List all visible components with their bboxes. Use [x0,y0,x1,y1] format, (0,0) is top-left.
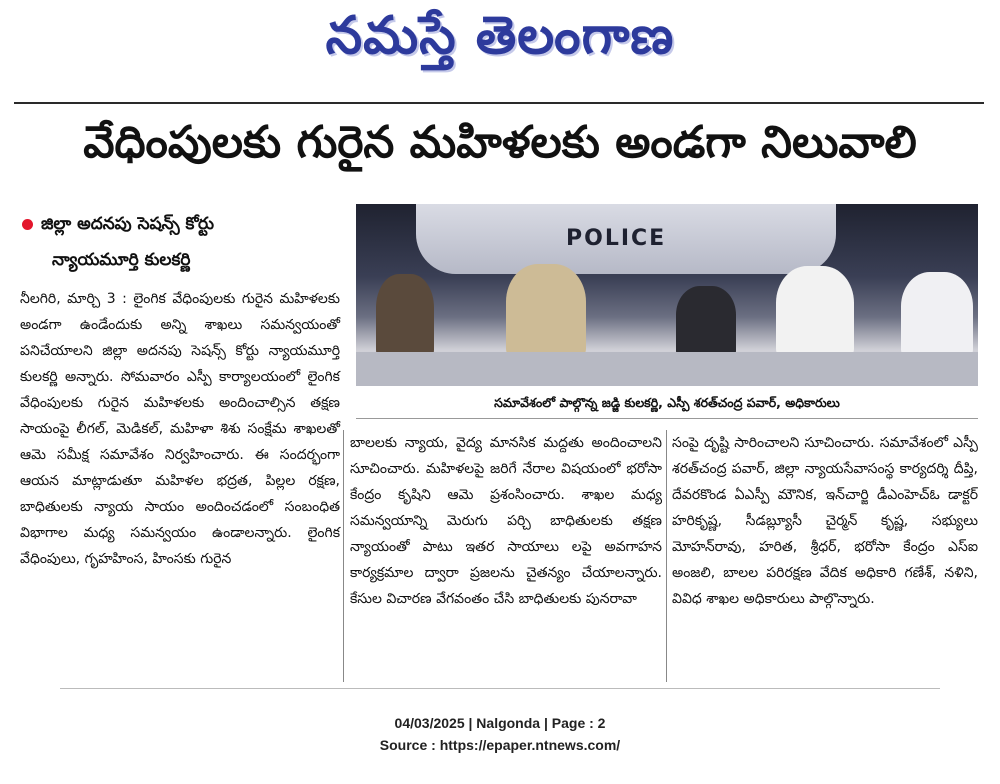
column-2-text: బాలలకు న్యాయ, వైద్య మానసిక మద్దతు అందించాలని సూచించారు. మహిళలపై జరిగే నేరాల విషయంలో భరోసా కేంద్రం కృషిని ఆమె ప్రశంసించారు. శాఖల మధ్య సమన్వయాన్ని మెరుగు పర్చి బాధితులకు తక్షణ న్యాయంతో పాటు ఇతర సాయాలు లపై అవగాహన కార్యక్రమాల ద్వారా ప్రజలను చైతన్యం చేయాలన్నారు. కేసుల విచారణ వేగవంతం చేసి బాధితులకు పునరావా [350,435,662,607]
article-column-2 [350,430,662,612]
person-figure [776,266,854,358]
subhead-text-1: జిల్లా అదనపు సెషన్స్ కోర్టు [41,214,214,234]
column-divider [343,430,344,682]
caption-divider [356,418,978,419]
conference-table [356,352,978,386]
person-figure [901,272,973,358]
article-photo [356,204,978,386]
footer-date-line: 04/03/2025 | Nalgonda | Page : 2 [394,715,606,731]
footer-source-line: Source : https://epaper.ntnews.com/ [379,737,621,753]
person-figure [506,264,586,358]
headline-text: వేధింపులకు గురైన మహిళలకు అండగా నిలువాలి [83,117,917,168]
person-figure [376,274,434,358]
article-subhead [22,206,342,278]
police-banner-text: POLICE [566,226,667,251]
article-column-3 [672,430,978,612]
masthead [0,0,1000,84]
masthead-title: నమస్తే తెలంగాణ [325,5,675,66]
article-headline [20,108,980,188]
red-bullet-icon [22,219,33,230]
person-figure [676,286,736,358]
page-footer [0,712,1000,756]
bottom-divider [60,688,940,689]
column-3-text: సంపై దృష్టి సారించాలని సూచించారు. సమావేశంలో ఎస్పీ శరత్‌చంద్ర పవార్, జిల్లా న్యాయసేవాసంస్థ కార్యదర్శి దీప్తి, దేవరకొండ ఏఎస్పీ మౌనిక, ఇన్‌చార్జి డీఎంహెచ్‌ఓ డాక్టర్ హరికృష్ణ, సీడబ్ల్యూసీ చైర్మన్ కృష్ణ, సభ్యులు మోహన్‌రావు, హరిత, శ్రీధర్, భరోసా కేంద్రం ఎస్‌ఐ అంజలి, బాలల పరిరక్షణ వేదిక అధికారి గణేశ్, నళిని, వివిధ శాఖల అధికారులు పాల్గొన్నారు. [672,435,978,607]
column-1-text: నీలగిరి, మార్చి 3 : లైంగిక వేధింపులకు గురైన మహిళలకు అండగా ఉండేందుకు అన్ని శాఖలు సమన్వయంతో పనిచేయాలని జిల్లా అదనపు సెషన్స్ కోర్టు న్యాయమూర్తి కులకర్ణి అన్నారు. సోమవారం ఎస్పీ కార్యాలయంలో లైంగిక వేధింపులకు గురైన మహిళలకు అందించాల్సిన తక్షణ సాయంపై లీగల్, మెడికల్, మహిళా శిశు సంక్షేమ శాఖలతో ఆమె సమీక్ష సమావేశం నిర్వహించారు. ఈ సందర్భంగా ఆయన మాట్లాడుతూ మహిళల భద్రత, పిల్లల రక్షణ, బాధితులకు న్యాయ సాయం అందించడంలో సంబంధిత విభాగాల మధ్య సమన్వయం ఉండాలన్నారు. లైంగిక వేధింపులు, గృహహింస, హింసకు గురైన [20,291,340,567]
column-divider [666,430,667,682]
photo-caption: సమావేశంలో పాల్గొన్న జడ్జి కులకర్ణి, ఎస్పీ శరత్‌చంద్ర పవార్, అధికారులు [494,395,840,410]
subhead-line-1 [22,206,342,242]
article-column-1 [20,286,340,572]
top-divider [14,102,984,104]
subhead-line-2: న్యాయమూర్తి కులకర్ణి [52,250,191,270]
